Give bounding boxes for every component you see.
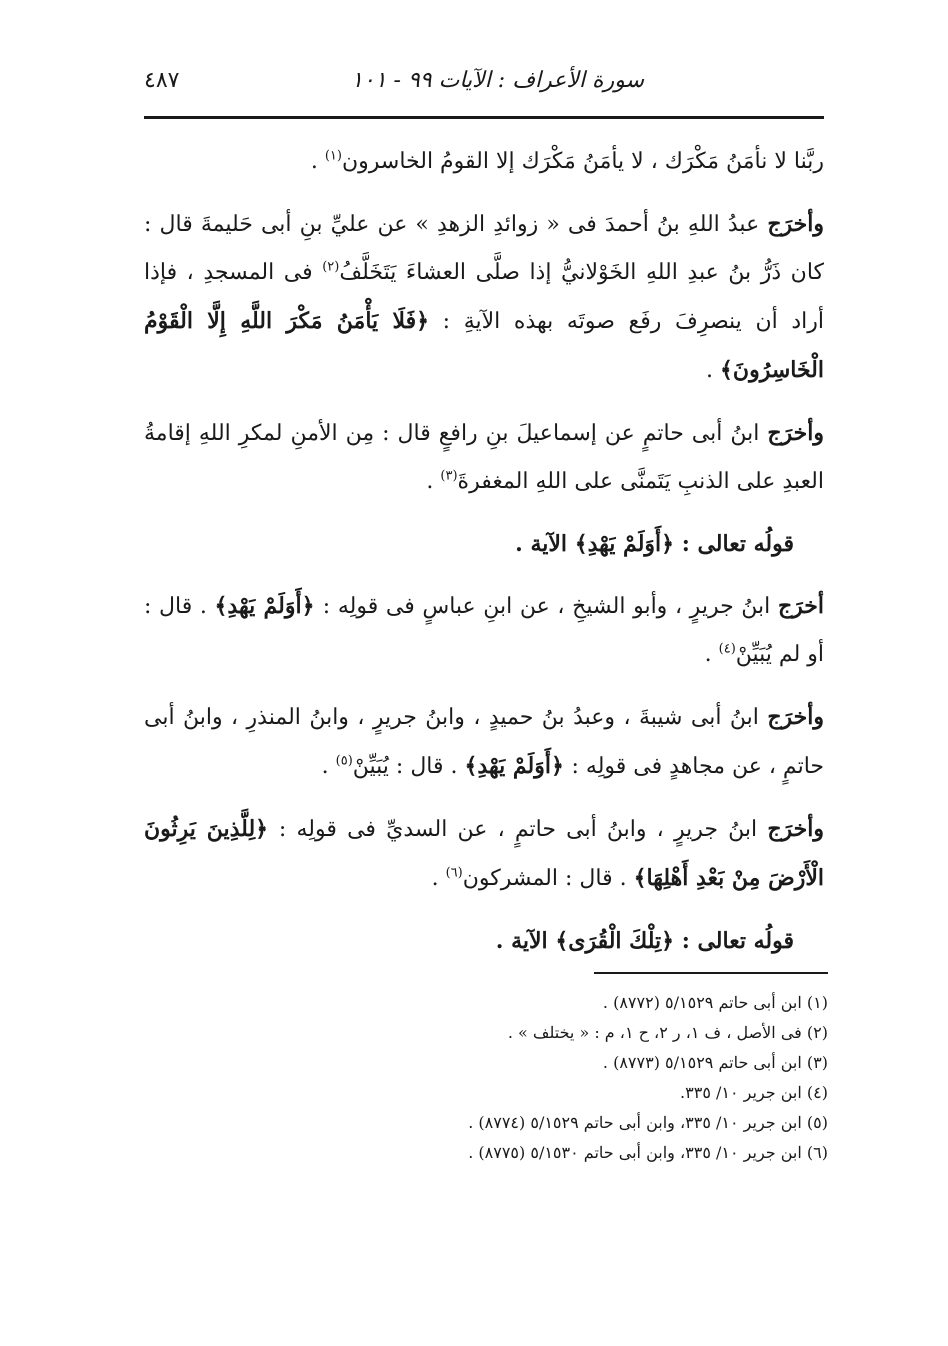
- paragraph-text: ابنُ أبى حاتمٍ عن إسماعيلَ بنِ رافعٍ قال : مِن الأمنِ لمكرِ اللهِ إقامةُ العبدِ على الذنبِ يَتَمنَّى على اللهِ المغفرةَ: [144, 421, 824, 494]
- heading-verse: ﴿أَوَلَمْ يَهْدِ﴾: [574, 531, 682, 557]
- paragraph-lead: وأخرَج: [767, 211, 824, 237]
- paragraph-tail: فى المسجدِ ، فإذا أراد أن ينصرِفَ رفَع صوتَه بهذه الآيةِ :: [144, 260, 824, 334]
- paragraph-text: ابنُ جريرٍ ، وابنُ أبى حاتمٍ ، عن السديِّ فى قولِه :: [278, 817, 768, 842]
- paragraph-tail: .: [310, 149, 325, 174]
- heading-lead: قولُه تعالى :: [681, 531, 794, 557]
- paragraph-tail: .: [426, 469, 441, 494]
- footnote-ref: (٢): [322, 259, 340, 275]
- footnote-3: (٣) ابن أبى حاتم ٥/١٥٢٩ (٨٧٧٣) .: [602, 1053, 828, 1072]
- paragraph-5: [144, 693, 824, 791]
- paragraph-tail: . قال : أو لم يُبَيِّنْ: [144, 594, 824, 667]
- footnotes: [144, 988, 828, 1168]
- quran-verse: ﴿أَوَلَمْ يَهْدِ﴾: [464, 753, 572, 779]
- quran-verse: ﴿أَوَلَمْ يَهْدِ﴾: [214, 593, 323, 619]
- section-heading-1: [144, 520, 824, 568]
- quran-verse: ﴿فَلَا يَأْمَنُ مَكْرَ اللَّهِ إِلَّا الْقَوْمُ الْخَاسِرُونَ﴾: [144, 308, 824, 383]
- paragraph-text: ربَّنا لا نأمَنُ مَكْرَك ، لا يأمَنُ مَكْرَك إلا القومُ الخاسرون: [341, 149, 824, 174]
- paragraph-end: .: [321, 754, 336, 779]
- section-heading-2: [144, 917, 824, 965]
- page-number: ٤٨٧: [144, 68, 180, 93]
- footnote-ref: (٤): [718, 641, 736, 657]
- paragraph-end: .: [704, 642, 719, 667]
- footnote-2: (٢) فى الأصل ، ف ١، ر ٢، ح ١، م : « يختلف » .: [507, 1023, 828, 1042]
- heading-verse: ﴿تِلْكَ الْقُرَى﴾: [555, 928, 682, 954]
- footnote-4: (٤) ابن جرير ١٠/ ٣٣٥.: [680, 1083, 828, 1102]
- paragraph-text: ابنُ جريرٍ ، وأبو الشيخِ ، عن ابنِ عباسٍ فى قولِه :: [322, 594, 778, 619]
- heading-tail: الآية .: [495, 928, 556, 954]
- paragraph-3: [144, 409, 824, 506]
- quran-verse: ﴿لِلَّذِينَ يَرِثُونَ الْأَرْضَ مِنْ بَعْدِ أَهْلِهَا﴾: [144, 816, 824, 891]
- paragraph-2: [144, 200, 824, 395]
- paragraph-6: [144, 805, 824, 903]
- paragraph-lead: وأخرَج: [767, 420, 824, 446]
- paragraph-tail: . قال : المشركون: [462, 866, 634, 891]
- heading-tail: الآية .: [515, 531, 575, 557]
- header-rule: [144, 116, 824, 119]
- paragraph-tail: . قال : يُبَيِّنْ: [352, 754, 465, 779]
- footnote-rule: [594, 972, 828, 974]
- running-title: سورة الأعراف : الآيات ٩٩ - ١٠١: [351, 68, 644, 93]
- paragraph-text: عبدُ اللهِ بنُ أحمدَ فى « زوائدِ الزهدِ » عن عليِّ بنِ أبى حَليمةَ قال : كان ذَرُّ بنُ عبدِ اللهِ الخَوْلانيُّ إذا صلَّى العشاءَ يَتَخَلَّفُ: [144, 212, 825, 285]
- paragraph-text: ابنُ أبى شيبةَ ، وعبدُ بنُ حميدٍ ، وابنُ جريرٍ ، وابنُ المنذرِ ، وابنُ أبى حاتمٍ ، عن مجاهدٍ فى قولِه :: [144, 705, 824, 779]
- paragraph-lead: وأخرَج: [767, 704, 824, 730]
- paragraph-end: .: [706, 358, 721, 383]
- paragraph-lead: وأخرَج: [767, 816, 824, 842]
- paragraph-1: [144, 138, 824, 186]
- footnote-ref: (١): [324, 148, 342, 164]
- paragraph-4: [144, 582, 824, 679]
- footnote-ref: (٦): [445, 865, 463, 881]
- footnote-5: (٥) ابن جرير ١٠/ ٣٣٥، وابن أبى حاتم ٥/١٥٢٩ (٨٧٧٤) .: [468, 1113, 828, 1132]
- footnote-1: (١) ابن أبى حاتم ٥/١٥٢٩ (٨٧٧٢) .: [602, 993, 828, 1012]
- paragraph-end: .: [431, 866, 446, 891]
- heading-lead: قولُه تعالى :: [681, 928, 794, 954]
- footnote-ref: (٣): [440, 468, 458, 484]
- running-header: [144, 62, 824, 112]
- main-text: [144, 138, 824, 979]
- paragraph-lead: أخرَج: [777, 593, 824, 619]
- footnote-6: (٦) ابن جرير ١٠/ ٣٣٥، وابن أبى حاتم ٥/١٥٣٠ (٨٧٧٥) .: [468, 1143, 828, 1162]
- footnote-ref: (٥): [335, 753, 353, 769]
